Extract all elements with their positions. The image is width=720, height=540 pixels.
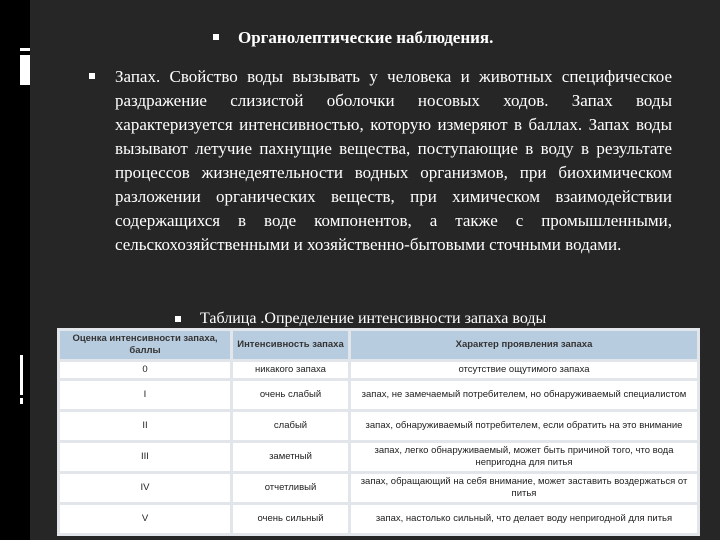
- table-cell: III: [60, 443, 230, 471]
- column-header: Оценка интенсивности запаха, баллы: [60, 331, 230, 359]
- table-cell: никакого запаха: [233, 362, 348, 378]
- table-cell: запах, легко обнаруживаемый, может быть причиной того, что вода непригодна для питья: [351, 443, 697, 471]
- decorative-bar: [20, 48, 30, 51]
- table-row: [60, 381, 697, 409]
- decorative-bar: [20, 398, 23, 404]
- table-cell: I: [60, 381, 230, 409]
- section-heading: Органолептические наблюдения.: [238, 28, 494, 47]
- table-cell: запах, обращающий на себя внимание, может заставить воздержаться от питья: [351, 474, 697, 502]
- table-cell: V: [60, 505, 230, 533]
- table-cell: отчетливый: [233, 474, 348, 502]
- table-cell: II: [60, 412, 230, 440]
- table-cell: очень сильный: [233, 505, 348, 533]
- column-header: Характер проявления запаха: [351, 331, 697, 359]
- table-row: [60, 412, 697, 440]
- decorative-bar: [20, 55, 30, 85]
- table-cell: отсутствие ощутимого запаха: [351, 362, 697, 378]
- table-caption: Таблица .Определение интенсивности запаха воды: [200, 310, 547, 327]
- table-cell: слабый: [233, 412, 348, 440]
- table-cell: запах, обнаруживаемый потребителем, если обратить на это внимание: [351, 412, 697, 440]
- table-cell: заметный: [233, 443, 348, 471]
- body-paragraph: [115, 65, 672, 257]
- decorative-bar: [20, 355, 23, 395]
- bullet-icon: [175, 316, 181, 322]
- column-header: Интенсивность запаха: [233, 331, 348, 359]
- table-cell: 0: [60, 362, 230, 378]
- table-row: [60, 443, 697, 471]
- paragraph-lead: Запах.: [115, 67, 161, 86]
- table-cell: запах, настолько сильный, что делает воду непригодной для питья: [351, 505, 697, 533]
- table-cell: очень слабый: [233, 381, 348, 409]
- table-row: [60, 474, 697, 502]
- table-cell: IV: [60, 474, 230, 502]
- paragraph-text: Свойство воды вызывать у человека и животных специфическое раздражение слизистой оболочки носовых ходов. Запах воды характеризуется интенсивностью, которую измеряют в баллах. Запах воды вызывают летучие пахнущие вещества, поступающие в воду в результате процессов жизнедеятельности водных организмов, при биохимическом разложении органических веществ, при химическом взаимодействии содержащихся в воде компонентов, а также с промышленными, сельскохозяйственными и хозяйственно-бытовыми сточными водами.: [115, 67, 672, 254]
- table-cell: запах, не замечаемый потребителем, но обнаруживаемый специалистом: [351, 381, 697, 409]
- bullet-icon: [213, 34, 219, 40]
- odor-intensity-table: [57, 328, 700, 536]
- table-row: [60, 505, 697, 533]
- table-header-row: [60, 331, 697, 359]
- bullet-icon: [89, 73, 95, 79]
- table-row: [60, 362, 697, 378]
